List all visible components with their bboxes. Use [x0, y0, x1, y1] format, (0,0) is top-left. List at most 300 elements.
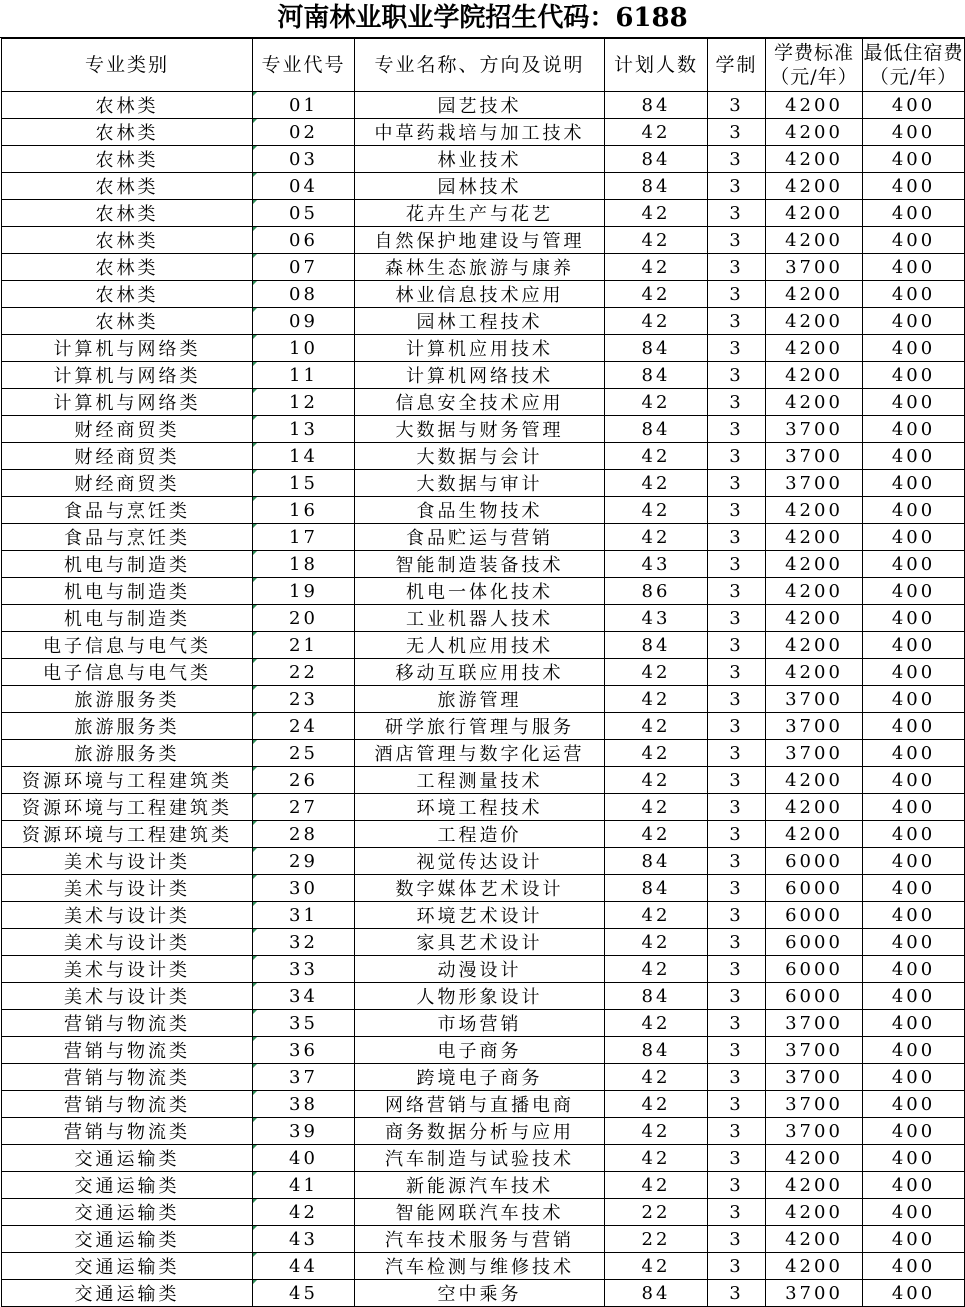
tuition-cell[interactable]: 3700: [766, 740, 863, 767]
plan-cell[interactable]: 22: [605, 1226, 708, 1253]
dorm-cell[interactable]: 400: [863, 632, 965, 659]
dorm-cell[interactable]: 400: [863, 1253, 965, 1280]
dorm-cell[interactable]: 400: [863, 983, 965, 1010]
code-cell[interactable]: 03: [253, 146, 355, 173]
code-cell[interactable]: 33: [253, 956, 355, 983]
dorm-cell[interactable]: 400: [863, 335, 965, 362]
tuition-cell[interactable]: 4200: [766, 362, 863, 389]
category-cell[interactable]: 美术与设计类: [2, 848, 253, 875]
name-cell[interactable]: 旅游管理: [355, 686, 605, 713]
dorm-cell[interactable]: 400: [863, 713, 965, 740]
name-cell[interactable]: 工程造价: [355, 821, 605, 848]
dorm-cell[interactable]: 400: [863, 146, 965, 173]
category-cell[interactable]: 计算机与网络类: [2, 362, 253, 389]
code-cell[interactable]: 18: [253, 551, 355, 578]
dorm-cell[interactable]: 400: [863, 1199, 965, 1226]
tuition-cell[interactable]: 4200: [766, 605, 863, 632]
plan-cell[interactable]: 84: [605, 848, 708, 875]
name-cell[interactable]: 研学旅行管理与服务: [355, 713, 605, 740]
plan-cell[interactable]: 84: [605, 875, 708, 902]
code-cell[interactable]: 22: [253, 659, 355, 686]
plan-cell[interactable]: 42: [605, 794, 708, 821]
dorm-cell[interactable]: 400: [863, 551, 965, 578]
code-cell[interactable]: 08: [253, 281, 355, 308]
duration-cell[interactable]: 3: [708, 794, 766, 821]
dorm-cell[interactable]: 400: [863, 227, 965, 254]
duration-cell[interactable]: 3: [708, 902, 766, 929]
category-cell[interactable]: 计算机与网络类: [2, 389, 253, 416]
dorm-cell[interactable]: 400: [863, 308, 965, 335]
category-cell[interactable]: 农林类: [2, 254, 253, 281]
tuition-cell[interactable]: 4200: [766, 1172, 863, 1199]
dorm-cell[interactable]: 400: [863, 1091, 965, 1118]
dorm-cell[interactable]: 400: [863, 1145, 965, 1172]
tuition-cell[interactable]: 4200: [766, 578, 863, 605]
name-cell[interactable]: 环境工程技术: [355, 794, 605, 821]
code-cell[interactable]: 24: [253, 713, 355, 740]
code-cell[interactable]: 43: [253, 1226, 355, 1253]
duration-cell[interactable]: 3: [708, 1091, 766, 1118]
dorm-cell[interactable]: 400: [863, 524, 965, 551]
duration-cell[interactable]: 3: [708, 1145, 766, 1172]
tuition-cell[interactable]: 4200: [766, 1253, 863, 1280]
category-cell[interactable]: 资源环境与工程建筑类: [2, 767, 253, 794]
name-cell[interactable]: 食品贮运与营销: [355, 524, 605, 551]
tuition-cell[interactable]: 4200: [766, 335, 863, 362]
plan-cell[interactable]: 43: [605, 551, 708, 578]
name-cell[interactable]: 新能源汽车技术: [355, 1172, 605, 1199]
code-cell[interactable]: 32: [253, 929, 355, 956]
dorm-cell[interactable]: 400: [863, 740, 965, 767]
code-cell[interactable]: 34: [253, 983, 355, 1010]
duration-cell[interactable]: 3: [708, 362, 766, 389]
code-cell[interactable]: 45: [253, 1280, 355, 1307]
header-plan[interactable]: 计划人数: [605, 39, 708, 92]
duration-cell[interactable]: 3: [708, 92, 766, 119]
dorm-cell[interactable]: 400: [863, 119, 965, 146]
tuition-cell[interactable]: 3700: [766, 1118, 863, 1145]
category-cell[interactable]: 农林类: [2, 92, 253, 119]
plan-cell[interactable]: 42: [605, 443, 708, 470]
code-cell[interactable]: 25: [253, 740, 355, 767]
tuition-cell[interactable]: 3700: [766, 1064, 863, 1091]
category-cell[interactable]: 农林类: [2, 281, 253, 308]
name-cell[interactable]: 商务数据分析与应用: [355, 1118, 605, 1145]
category-cell[interactable]: 交通运输类: [2, 1199, 253, 1226]
duration-cell[interactable]: 3: [708, 1199, 766, 1226]
duration-cell[interactable]: 3: [708, 281, 766, 308]
name-cell[interactable]: 家具艺术设计: [355, 929, 605, 956]
plan-cell[interactable]: 84: [605, 983, 708, 1010]
dorm-cell[interactable]: 400: [863, 254, 965, 281]
duration-cell[interactable]: 3: [708, 1226, 766, 1253]
category-cell[interactable]: 交通运输类: [2, 1226, 253, 1253]
plan-cell[interactable]: 42: [605, 1118, 708, 1145]
code-cell[interactable]: 30: [253, 875, 355, 902]
duration-cell[interactable]: 3: [708, 740, 766, 767]
dorm-cell[interactable]: 400: [863, 173, 965, 200]
code-cell[interactable]: 39: [253, 1118, 355, 1145]
category-cell[interactable]: 农林类: [2, 227, 253, 254]
duration-cell[interactable]: 3: [708, 848, 766, 875]
dorm-cell[interactable]: 400: [863, 1226, 965, 1253]
name-cell[interactable]: 空中乘务: [355, 1280, 605, 1307]
header-category[interactable]: 专业类别: [2, 39, 253, 92]
category-cell[interactable]: 农林类: [2, 119, 253, 146]
name-cell[interactable]: 视觉传达设计: [355, 848, 605, 875]
duration-cell[interactable]: 3: [708, 983, 766, 1010]
dorm-cell[interactable]: 400: [863, 956, 965, 983]
plan-cell[interactable]: 84: [605, 362, 708, 389]
name-cell[interactable]: 数字媒体艺术设计: [355, 875, 605, 902]
tuition-cell[interactable]: 3700: [766, 443, 863, 470]
code-cell[interactable]: 19: [253, 578, 355, 605]
duration-cell[interactable]: 3: [708, 1172, 766, 1199]
code-cell[interactable]: 41: [253, 1172, 355, 1199]
category-cell[interactable]: 美术与设计类: [2, 875, 253, 902]
plan-cell[interactable]: 84: [605, 92, 708, 119]
duration-cell[interactable]: 3: [708, 659, 766, 686]
code-cell[interactable]: 35: [253, 1010, 355, 1037]
duration-cell[interactable]: 3: [708, 308, 766, 335]
dorm-cell[interactable]: 400: [863, 443, 965, 470]
name-cell[interactable]: 自然保护地建设与管理: [355, 227, 605, 254]
code-cell[interactable]: 15: [253, 470, 355, 497]
dorm-cell[interactable]: 400: [863, 497, 965, 524]
tuition-cell[interactable]: 4200: [766, 200, 863, 227]
tuition-cell[interactable]: 6000: [766, 956, 863, 983]
tuition-cell[interactable]: 4200: [766, 632, 863, 659]
category-cell[interactable]: 计算机与网络类: [2, 335, 253, 362]
duration-cell[interactable]: 3: [708, 443, 766, 470]
name-cell[interactable]: 园林技术: [355, 173, 605, 200]
category-cell[interactable]: 农林类: [2, 200, 253, 227]
plan-cell[interactable]: 42: [605, 389, 708, 416]
plan-cell[interactable]: 42: [605, 902, 708, 929]
category-cell[interactable]: 美术与设计类: [2, 956, 253, 983]
name-cell[interactable]: 环境艺术设计: [355, 902, 605, 929]
dorm-cell[interactable]: 400: [863, 1064, 965, 1091]
tuition-cell[interactable]: 3700: [766, 470, 863, 497]
duration-cell[interactable]: 3: [708, 200, 766, 227]
category-cell[interactable]: 交通运输类: [2, 1172, 253, 1199]
dorm-cell[interactable]: 400: [863, 1280, 965, 1307]
plan-cell[interactable]: 84: [605, 1280, 708, 1307]
duration-cell[interactable]: 3: [708, 1010, 766, 1037]
dorm-cell[interactable]: 400: [863, 686, 965, 713]
tuition-cell[interactable]: 4200: [766, 227, 863, 254]
category-cell[interactable]: 交通运输类: [2, 1253, 253, 1280]
plan-cell[interactable]: 84: [605, 173, 708, 200]
code-cell[interactable]: 09: [253, 308, 355, 335]
tuition-cell[interactable]: 4200: [766, 389, 863, 416]
dorm-cell[interactable]: 400: [863, 794, 965, 821]
duration-cell[interactable]: 3: [708, 119, 766, 146]
code-cell[interactable]: 02: [253, 119, 355, 146]
category-cell[interactable]: 财经商贸类: [2, 416, 253, 443]
name-cell[interactable]: 跨境电子商务: [355, 1064, 605, 1091]
category-cell[interactable]: 资源环境与工程建筑类: [2, 821, 253, 848]
duration-cell[interactable]: 3: [708, 1118, 766, 1145]
category-cell[interactable]: 交通运输类: [2, 1145, 253, 1172]
header-dorm[interactable]: 最低住宿费（元/年）: [863, 39, 965, 92]
dorm-cell[interactable]: 400: [863, 1172, 965, 1199]
plan-cell[interactable]: 42: [605, 497, 708, 524]
dorm-cell[interactable]: 400: [863, 821, 965, 848]
plan-cell[interactable]: 42: [605, 119, 708, 146]
name-cell[interactable]: 森林生态旅游与康养: [355, 254, 605, 281]
category-cell[interactable]: 财经商贸类: [2, 443, 253, 470]
name-cell[interactable]: 计算机网络技术: [355, 362, 605, 389]
name-cell[interactable]: 中草药栽培与加工技术: [355, 119, 605, 146]
duration-cell[interactable]: 3: [708, 146, 766, 173]
code-cell[interactable]: 37: [253, 1064, 355, 1091]
category-cell[interactable]: 农林类: [2, 308, 253, 335]
dorm-cell[interactable]: 400: [863, 281, 965, 308]
category-cell[interactable]: 美术与设计类: [2, 902, 253, 929]
category-cell[interactable]: 资源环境与工程建筑类: [2, 794, 253, 821]
plan-cell[interactable]: 22: [605, 1199, 708, 1226]
tuition-cell[interactable]: 3700: [766, 1010, 863, 1037]
category-cell[interactable]: 营销与物流类: [2, 1064, 253, 1091]
tuition-cell[interactable]: 3700: [766, 1037, 863, 1064]
tuition-cell[interactable]: 4200: [766, 173, 863, 200]
category-cell[interactable]: 机电与制造类: [2, 551, 253, 578]
name-cell[interactable]: 智能制造装备技术: [355, 551, 605, 578]
plan-cell[interactable]: 42: [605, 1253, 708, 1280]
dorm-cell[interactable]: 400: [863, 92, 965, 119]
duration-cell[interactable]: 3: [708, 632, 766, 659]
code-cell[interactable]: 10: [253, 335, 355, 362]
code-cell[interactable]: 06: [253, 227, 355, 254]
plan-cell[interactable]: 42: [605, 956, 708, 983]
name-cell[interactable]: 大数据与财务管理: [355, 416, 605, 443]
tuition-cell[interactable]: 4200: [766, 308, 863, 335]
name-cell[interactable]: 网络营销与直播电商: [355, 1091, 605, 1118]
plan-cell[interactable]: 86: [605, 578, 708, 605]
duration-cell[interactable]: 3: [708, 956, 766, 983]
name-cell[interactable]: 食品生物技术: [355, 497, 605, 524]
name-cell[interactable]: 动漫设计: [355, 956, 605, 983]
plan-cell[interactable]: 42: [605, 686, 708, 713]
duration-cell[interactable]: 3: [708, 227, 766, 254]
name-cell[interactable]: 工程测量技术: [355, 767, 605, 794]
tuition-cell[interactable]: 4200: [766, 1226, 863, 1253]
header-name[interactable]: 专业名称、方向及说明: [355, 39, 605, 92]
tuition-cell[interactable]: 4200: [766, 524, 863, 551]
tuition-cell[interactable]: 3700: [766, 713, 863, 740]
plan-cell[interactable]: 42: [605, 659, 708, 686]
code-cell[interactable]: 20: [253, 605, 355, 632]
tuition-cell[interactable]: 6000: [766, 929, 863, 956]
category-cell[interactable]: 食品与烹饪类: [2, 524, 253, 551]
code-cell[interactable]: 17: [253, 524, 355, 551]
code-cell[interactable]: 21: [253, 632, 355, 659]
duration-cell[interactable]: 3: [708, 767, 766, 794]
dorm-cell[interactable]: 400: [863, 389, 965, 416]
plan-cell[interactable]: 43: [605, 605, 708, 632]
category-cell[interactable]: 旅游服务类: [2, 713, 253, 740]
plan-cell[interactable]: 42: [605, 254, 708, 281]
name-cell[interactable]: 机电一体化技术: [355, 578, 605, 605]
plan-cell[interactable]: 42: [605, 929, 708, 956]
plan-cell[interactable]: 42: [605, 1010, 708, 1037]
dorm-cell[interactable]: 400: [863, 605, 965, 632]
code-cell[interactable]: 31: [253, 902, 355, 929]
plan-cell[interactable]: 42: [605, 1145, 708, 1172]
dorm-cell[interactable]: 400: [863, 362, 965, 389]
plan-cell[interactable]: 42: [605, 308, 708, 335]
name-cell[interactable]: 计算机应用技术: [355, 335, 605, 362]
code-cell[interactable]: 11: [253, 362, 355, 389]
category-cell[interactable]: 农林类: [2, 173, 253, 200]
duration-cell[interactable]: 3: [708, 524, 766, 551]
code-cell[interactable]: 16: [253, 497, 355, 524]
plan-cell[interactable]: 42: [605, 281, 708, 308]
duration-cell[interactable]: 3: [708, 929, 766, 956]
code-cell[interactable]: 01: [253, 92, 355, 119]
tuition-cell[interactable]: 4200: [766, 1199, 863, 1226]
code-cell[interactable]: 23: [253, 686, 355, 713]
plan-cell[interactable]: 42: [605, 470, 708, 497]
plan-cell[interactable]: 42: [605, 713, 708, 740]
plan-cell[interactable]: 42: [605, 821, 708, 848]
tuition-cell[interactable]: 3700: [766, 686, 863, 713]
code-cell[interactable]: 05: [253, 200, 355, 227]
tuition-cell[interactable]: 4200: [766, 146, 863, 173]
category-cell[interactable]: 财经商贸类: [2, 470, 253, 497]
category-cell[interactable]: 机电与制造类: [2, 578, 253, 605]
plan-cell[interactable]: 42: [605, 1064, 708, 1091]
category-cell[interactable]: 旅游服务类: [2, 686, 253, 713]
category-cell[interactable]: 美术与设计类: [2, 983, 253, 1010]
duration-cell[interactable]: 3: [708, 1037, 766, 1064]
plan-cell[interactable]: 84: [605, 1037, 708, 1064]
code-cell[interactable]: 13: [253, 416, 355, 443]
tuition-cell[interactable]: 4200: [766, 551, 863, 578]
dorm-cell[interactable]: 400: [863, 470, 965, 497]
code-cell[interactable]: 44: [253, 1253, 355, 1280]
category-cell[interactable]: 营销与物流类: [2, 1118, 253, 1145]
code-cell[interactable]: 14: [253, 443, 355, 470]
tuition-cell[interactable]: 4200: [766, 1145, 863, 1172]
duration-cell[interactable]: 3: [708, 335, 766, 362]
tuition-cell[interactable]: 4200: [766, 659, 863, 686]
tuition-cell[interactable]: 4200: [766, 767, 863, 794]
tuition-cell[interactable]: 3700: [766, 254, 863, 281]
code-cell[interactable]: 28: [253, 821, 355, 848]
category-cell[interactable]: 营销与物流类: [2, 1010, 253, 1037]
name-cell[interactable]: 大数据与会计: [355, 443, 605, 470]
code-cell[interactable]: 26: [253, 767, 355, 794]
duration-cell[interactable]: 3: [708, 875, 766, 902]
plan-cell[interactable]: 84: [605, 416, 708, 443]
duration-cell[interactable]: 3: [708, 254, 766, 281]
duration-cell[interactable]: 3: [708, 1280, 766, 1307]
name-cell[interactable]: 园林工程技术: [355, 308, 605, 335]
dorm-cell[interactable]: 400: [863, 1010, 965, 1037]
dorm-cell[interactable]: 400: [863, 659, 965, 686]
dorm-cell[interactable]: 400: [863, 848, 965, 875]
name-cell[interactable]: 信息安全技术应用: [355, 389, 605, 416]
category-cell[interactable]: 旅游服务类: [2, 740, 253, 767]
duration-cell[interactable]: 3: [708, 686, 766, 713]
code-cell[interactable]: 42: [253, 1199, 355, 1226]
name-cell[interactable]: 酒店管理与数字化运营: [355, 740, 605, 767]
code-cell[interactable]: 07: [253, 254, 355, 281]
dorm-cell[interactable]: 400: [863, 767, 965, 794]
dorm-cell[interactable]: 400: [863, 416, 965, 443]
category-cell[interactable]: 营销与物流类: [2, 1037, 253, 1064]
name-cell[interactable]: 工业机器人技术: [355, 605, 605, 632]
category-cell[interactable]: 电子信息与电气类: [2, 659, 253, 686]
header-duration[interactable]: 学制: [708, 39, 766, 92]
category-cell[interactable]: 营销与物流类: [2, 1091, 253, 1118]
name-cell[interactable]: 电子商务: [355, 1037, 605, 1064]
code-cell[interactable]: 12: [253, 389, 355, 416]
name-cell[interactable]: 林业信息技术应用: [355, 281, 605, 308]
tuition-cell[interactable]: 6000: [766, 848, 863, 875]
dorm-cell[interactable]: 400: [863, 929, 965, 956]
plan-cell[interactable]: 42: [605, 767, 708, 794]
category-cell[interactable]: 交通运输类: [2, 1280, 253, 1307]
category-cell[interactable]: 美术与设计类: [2, 929, 253, 956]
code-cell[interactable]: 27: [253, 794, 355, 821]
name-cell[interactable]: 无人机应用技术: [355, 632, 605, 659]
duration-cell[interactable]: 3: [708, 1253, 766, 1280]
code-cell[interactable]: 36: [253, 1037, 355, 1064]
tuition-cell[interactable]: 3700: [766, 1091, 863, 1118]
duration-cell[interactable]: 3: [708, 470, 766, 497]
name-cell[interactable]: 林业技术: [355, 146, 605, 173]
name-cell[interactable]: 大数据与审计: [355, 470, 605, 497]
name-cell[interactable]: 人物形象设计: [355, 983, 605, 1010]
plan-cell[interactable]: 42: [605, 227, 708, 254]
duration-cell[interactable]: 3: [708, 821, 766, 848]
category-cell[interactable]: 农林类: [2, 146, 253, 173]
tuition-cell[interactable]: 3700: [766, 416, 863, 443]
header-code[interactable]: 专业代号: [253, 39, 355, 92]
duration-cell[interactable]: 3: [708, 416, 766, 443]
name-cell[interactable]: 汽车检测与维修技术: [355, 1253, 605, 1280]
tuition-cell[interactable]: 4200: [766, 821, 863, 848]
name-cell[interactable]: 花卉生产与花艺: [355, 200, 605, 227]
plan-cell[interactable]: 42: [605, 1091, 708, 1118]
duration-cell[interactable]: 3: [708, 578, 766, 605]
tuition-cell[interactable]: 4200: [766, 497, 863, 524]
code-cell[interactable]: 38: [253, 1091, 355, 1118]
name-cell[interactable]: 市场营销: [355, 1010, 605, 1037]
duration-cell[interactable]: 3: [708, 173, 766, 200]
duration-cell[interactable]: 3: [708, 713, 766, 740]
name-cell[interactable]: 汽车技术服务与营销: [355, 1226, 605, 1253]
category-cell[interactable]: 电子信息与电气类: [2, 632, 253, 659]
tuition-cell[interactable]: 4200: [766, 119, 863, 146]
plan-cell[interactable]: 42: [605, 740, 708, 767]
code-cell[interactable]: 04: [253, 173, 355, 200]
duration-cell[interactable]: 3: [708, 389, 766, 416]
dorm-cell[interactable]: 400: [863, 578, 965, 605]
category-cell[interactable]: 食品与烹饪类: [2, 497, 253, 524]
tuition-cell[interactable]: 6000: [766, 902, 863, 929]
plan-cell[interactable]: 42: [605, 524, 708, 551]
tuition-cell[interactable]: 6000: [766, 875, 863, 902]
dorm-cell[interactable]: 400: [863, 1118, 965, 1145]
plan-cell[interactable]: 84: [605, 632, 708, 659]
code-cell[interactable]: 40: [253, 1145, 355, 1172]
tuition-cell[interactable]: 4200: [766, 281, 863, 308]
plan-cell[interactable]: 42: [605, 1172, 708, 1199]
